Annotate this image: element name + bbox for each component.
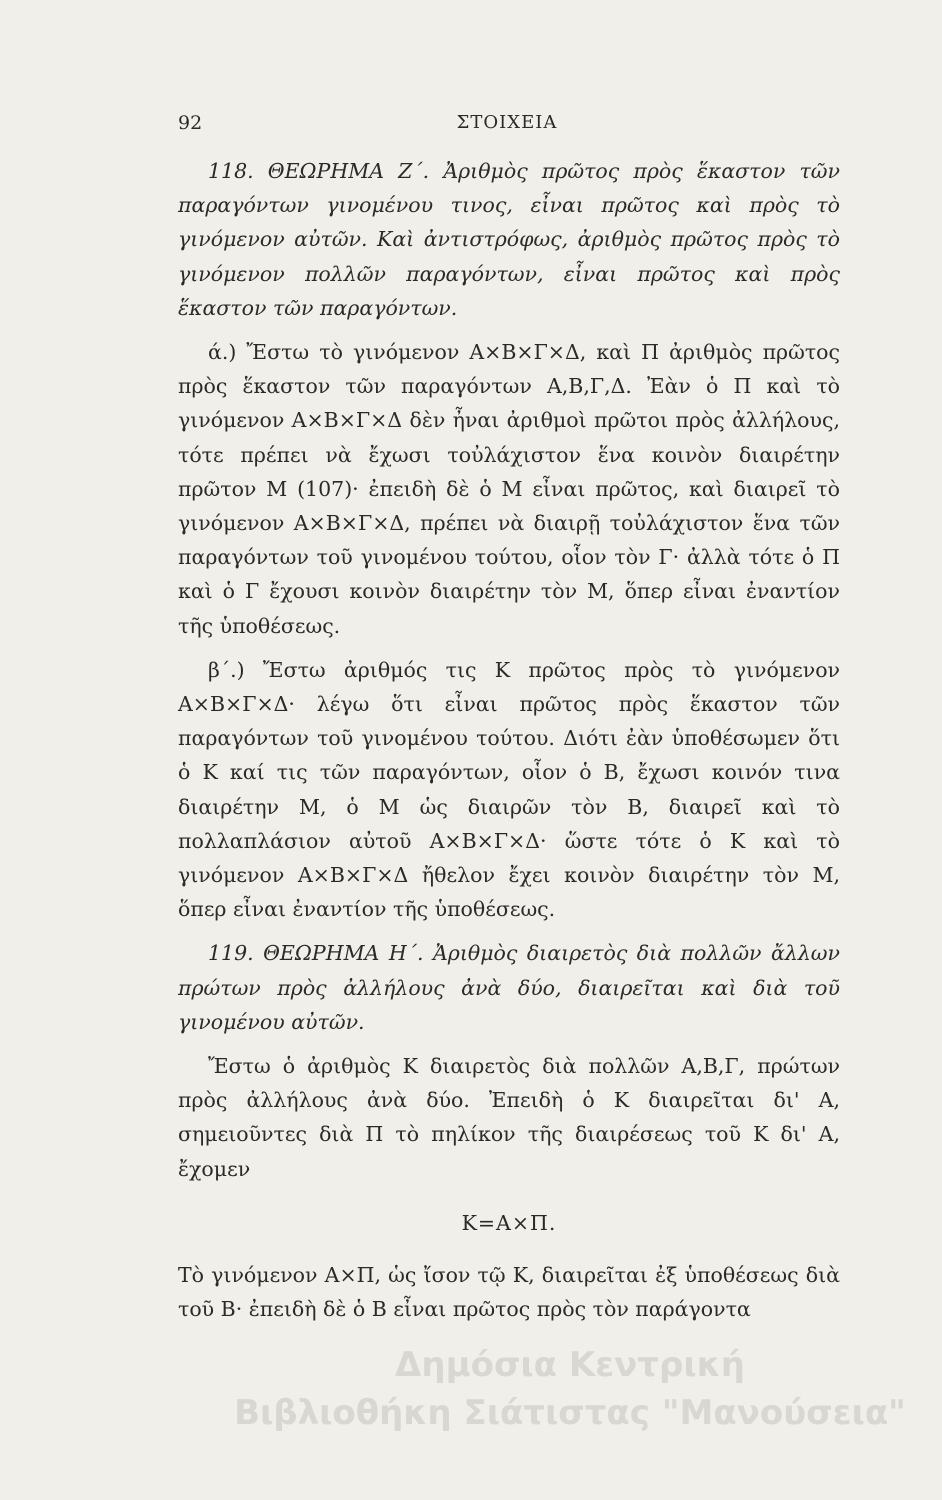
theorem-8: 119. ΘΕΩΡΗΜΑ Η΄. Ἀριθμὸς διαιρετὸς διὰ πολλῶν ἄλλων πρώτων πρὸς ἀλλήλους ἀνὰ δύο, διαιρεῖται καὶ διὰ τοῦ γινομένου αὐτῶν. [178, 941, 840, 1034]
proof-part-b: β΄.) Ἔστω ἀριθμός τις Κ πρῶτος πρὸς τὸ γινόμενον Α×Β×Γ×Δ· λέγω ὅτι εἶναι πρῶτος πρὸς ἕκαστον τῶν παραγόντων τοῦ γινομένου τούτου. Διότι ἐὰν ὑποθέσωμεν ὅτι ὁ Κ καί τις τῶν παραγόντων, οἷον ὁ Β, ἔχωσι κοινόν τινα διαιρέτην Μ, ὁ Μ ὡς διαιρῶν τὸν Β, διαιρεῖ καὶ τὸ πολλαπλάσιον αὐτοῦ Α×Β×Γ×Δ· ὥστε τότε ὁ Κ καὶ τὸ γινόμενον Α×Β×Γ×Δ ἤθελον ἔχει κοινὸν διαιρέτην τὸν Μ, ὅπερ εἶναι ἐναντίον τῆς ὑποθέσεως. [178, 657, 840, 922]
proof-paragraph: Ἔστω ὁ ἀριθμὸς Κ διαιρετὸς διὰ πολλῶν Α,Β,Γ, πρώτων πρὸς ἀλλήλους ἀνὰ δύο. Ἐπειδὴ ὁ Κ διαιρεῖται δι' Α, σημειοῦντες διὰ Π τὸ πηλίκον τῆς διαιρέσεως τοῦ Κ δι' Α, ἔχομεν [178, 1054, 840, 1181]
equation: Κ=Α×Π. [461, 1210, 557, 1235]
body-text [178, 154, 840, 1327]
continuation-paragraph: Τὸ γινόμενον Α×Π, ὡς ἴσον τῷ Κ, διαιρεῖται ἐξ ὑποθέσεως διὰ τοῦ Β· ἐπειδὴ δὲ ὁ Β εἶναι πρῶτος πρὸς τὸν παράγοντα [178, 1263, 840, 1322]
proof-part-a: ά.) Ἔστω τὸ γινόμενον Α×Β×Γ×Δ, καὶ Π ἀριθμὸς πρῶτος πρὸς ἕκαστον τῶν παραγόντων Α,Β,Γ,Δ. Ἐὰν ὁ Π καὶ τὸ γινόμενον Α×Β×Γ×Δ δὲν ἦναι ἀριθμοὶ πρῶτοι πρὸς ἀλλήλους, τότε πρέπει νὰ ἔχωσι τοὐλάχιστον ἕνα κοινὸν διαιρέτην πρῶτον Μ (107)· ἐπειδὴ δὲ ὁ Μ εἶναι πρῶτος, καὶ διαιρεῖ τὸ γινόμενον Α×Β×Γ×Δ, πρέπει νὰ διαιρῇ τοὐλάχιστον ἕνα τῶν παραγόντων τοῦ γινομένου τούτου, οἷον τὸν Γ· ἀλλὰ τότε ὁ Π καὶ ὁ Γ ἔχουσι κοινὸν διαιρέτην τὸν Μ, ὅπερ εἶναι ἐναντίον τῆς ὑποθέσεως. [178, 340, 840, 638]
page-header [178, 112, 836, 142]
library-watermark-line1: Δημόσια Κεντρική [395, 1345, 745, 1385]
running-title: ΣΤΟΙΧΕΙΑ [456, 112, 558, 133]
library-watermark-line2: Βιβλιοθήκη Σιάτιστας "Μανούσεια" [234, 1393, 906, 1433]
page-number: 92 [178, 112, 203, 134]
theorem-7: 118. ΘΕΩΡΗΜΑ Ζ΄. Ἀριθμὸς πρῶτος πρὸς ἕκαστον τῶν παραγόντων γινομένου τινος, εἶναι πρῶτος καὶ πρὸς τὸ γινόμενον αὐτῶν. Καὶ ἀντιστρόφως, ἀριθμὸς πρῶτος πρὸς τὸ γινόμενον πολλῶν παραγόντων, εἶναι πρῶτος καὶ πρὸς ἕκαστον τῶν παραγόντων. [178, 159, 840, 320]
